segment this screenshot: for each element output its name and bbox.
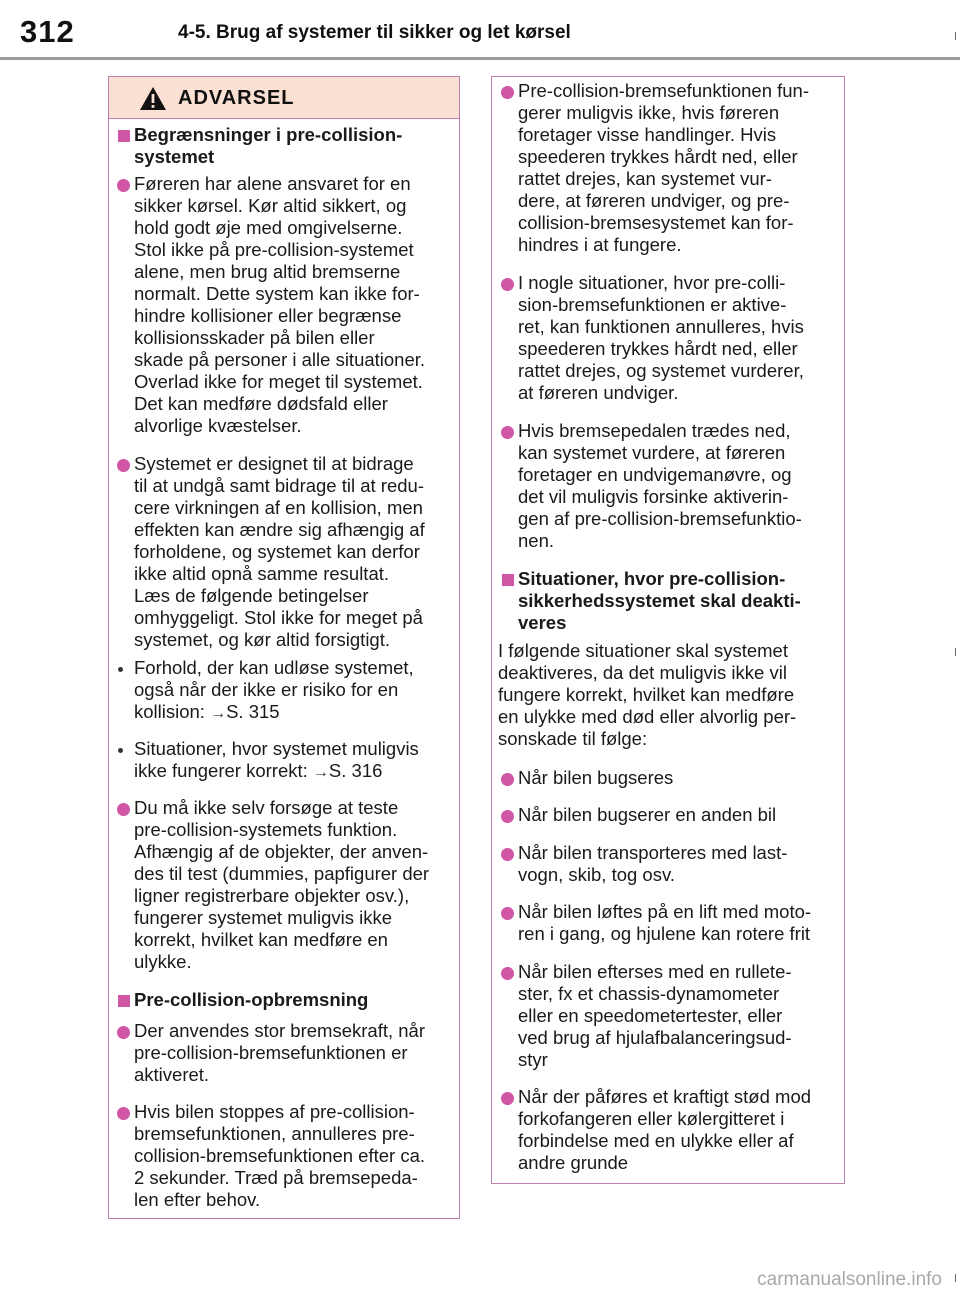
watermark: carmanualsonline.info [757, 1269, 942, 1290]
bullet-circle-icon [501, 426, 514, 439]
bullet-circle-icon [501, 1092, 514, 1105]
bullet-dot-icon [118, 667, 123, 672]
right-heading-deactivate: Situationer, hvor pre-collision- sikkerhedssystemet skal deakti- veres [518, 568, 801, 633]
section-title: 4-5. Brug af systemer til sikker og let kørsel [178, 22, 571, 43]
bullet-circle-icon [501, 773, 514, 786]
left-paragraph-brake-force: Der anvendes stor bremsekraft, når pre-collision-bremsefunktionen er aktiveret. [134, 1020, 425, 1085]
bullet-circle-icon [501, 86, 514, 99]
section-square-icon [118, 995, 130, 1007]
left-paragraph-system-design: Systemet er designet til at bidrage til at undgå samt bidrage til at redu- cere virkningen af en kollision, men effekten kan ændre sig afhængig af forholdene, og systemet kan derfor ikke altid opnå samme resultat. Læs de følgende betingelser omhyggeligt. Stol ikke for meget på systemet, og kør altid forsigtigt. [134, 453, 425, 650]
left-heading-braking: Pre-collision-opbremsning [134, 989, 369, 1010]
page-reference-link[interactable]: S. 316 [328, 760, 383, 781]
warning-box-continued [491, 76, 845, 1184]
crop-mark [955, 32, 956, 40]
bullet-dot-icon [118, 748, 123, 753]
right-item-impact: Når der påføres et kraftigt stød mod forkofangeren eller kølergitteret i forbindelse med en ulykke eller af andre grunde [518, 1086, 812, 1173]
left-paragraph-brake-release: Hvis bilen stoppes af pre-collision- bremsefunktionen, annulleres pre- collision-bremsefunktionen efter ca. 2 sekunder. Træd på bremsepeda- len efter behov. [134, 1101, 426, 1210]
bullet-circle-icon [501, 907, 514, 920]
section-square-icon [502, 574, 514, 586]
right-paragraph-driver-actions: Pre-collision-bremsefunktionen fun- gerer muligvis ikke, hvis føreren foretager visse handlinger. Hvis speederen trykkes hårdt ned, eller rattet drejes, kan systemet vur- dere, at føreren undviger, og pre- collision-bremsesystemet kan for- hindres i at fungere. [518, 80, 809, 255]
right-item-towed: Når bilen bugseres [518, 767, 674, 788]
bullet-circle-icon [501, 278, 514, 291]
left-bullet-malfunction-situations: Situationer, hvor systemet muligvis ikke fungerer korrekt: →S. 316 [134, 738, 419, 781]
warning-triangle-icon [139, 86, 167, 111]
bullet-circle-icon [117, 179, 130, 192]
right-item-towing: Når bilen bugserer en anden bil [518, 804, 777, 825]
bullet-circle-icon [117, 459, 130, 472]
bullet-circle-icon [117, 1026, 130, 1039]
left-paragraph-testing: Du må ikke selv forsøge at teste pre-collision-systemets funktion. Afhængig af de objekter, der anven- des til test (dummies, papfigurer der ligner registrerbare objekter osv.), fungerer systemet muligvis ikke korrekt, hvilket kan medføre en ulykke. [134, 797, 430, 972]
section-square-icon [118, 130, 130, 142]
page-number: 312 [20, 14, 75, 49]
arrow-right-icon: → [312, 764, 329, 781]
crop-mark [955, 1274, 956, 1282]
right-item-lifted: Når bilen løftes på en lift med moto- ren i gang, og hjulene kan rotere frit [518, 901, 812, 944]
right-paragraph-deactivate-intro: I følgende situationer skal systemet deaktiveres, da det muligvis ikke vil fungere korrekt, hvilket kan medføre en ulykke med død eller alvorlig per- sonskade til følge: [498, 640, 797, 749]
left-heading-limitations: Begrænsninger i pre-collision- systemet [134, 124, 403, 167]
right-item-roller-tester: Når bilen efterses med en rullete- ster, fx et chassis-dynamometer eller en speedometertester, eller ved brug af hjulafbalanceringsud- styr [518, 961, 792, 1070]
page-header [0, 0, 960, 60]
warning-header [109, 77, 459, 119]
page-reference-link[interactable]: S. 315 [226, 701, 280, 722]
bullet-circle-icon [501, 848, 514, 861]
warning-title: ADVARSEL [178, 87, 295, 109]
warning-box [108, 76, 460, 1219]
left-bullet-trigger-conditions: Forhold, der kan udløse systemet, også når der ikke er risiko for en kollision: →S. 315 [134, 657, 414, 722]
left-paragraph-driver-responsibility: Føreren har alene ansvaret for en sikker kørsel. Kør altid sikkert, og hold godt øje med omgivelserne. Stol ikke på pre-collision-systemet alene, men brug altid bremserne normalt. Dette system kan ikke for- hindre kollisioner eller begrænse kollisionsskader på bilen eller skade på personer i alle situationer. Overlad ikke for meget til systemet. Det kan medføre dødsfald eller alvorlige kvæstelser. [134, 173, 426, 436]
header-rule [0, 57, 960, 60]
crop-mark [955, 648, 956, 656]
arrow-right-icon: → [210, 705, 227, 722]
right-paragraph-cancellation: I nogle situationer, hvor pre-colli- sion-bremsefunktionen er aktive- ret, kan funktionen annulleres, hvis speederen trykkes hårdt ned, eller rattet drejes, og systemet vurderer, at føreren undviger. [518, 272, 804, 403]
bullet-circle-icon [117, 1107, 130, 1120]
right-paragraph-brake-pedal: Hvis bremsepedalen trædes ned, kan systemet vurdere, at føreren foretager en undvigemanøvre, og det vil muligvis forsinke aktiverin- gen af pre-collision-bremsefunktio- nen. [518, 420, 802, 551]
right-item-transported: Når bilen transporteres med last- vogn, skib, tog osv. [518, 842, 788, 885]
bullet-circle-icon [501, 810, 514, 823]
bullet-circle-icon [117, 803, 130, 816]
bullet-circle-icon [501, 967, 514, 980]
